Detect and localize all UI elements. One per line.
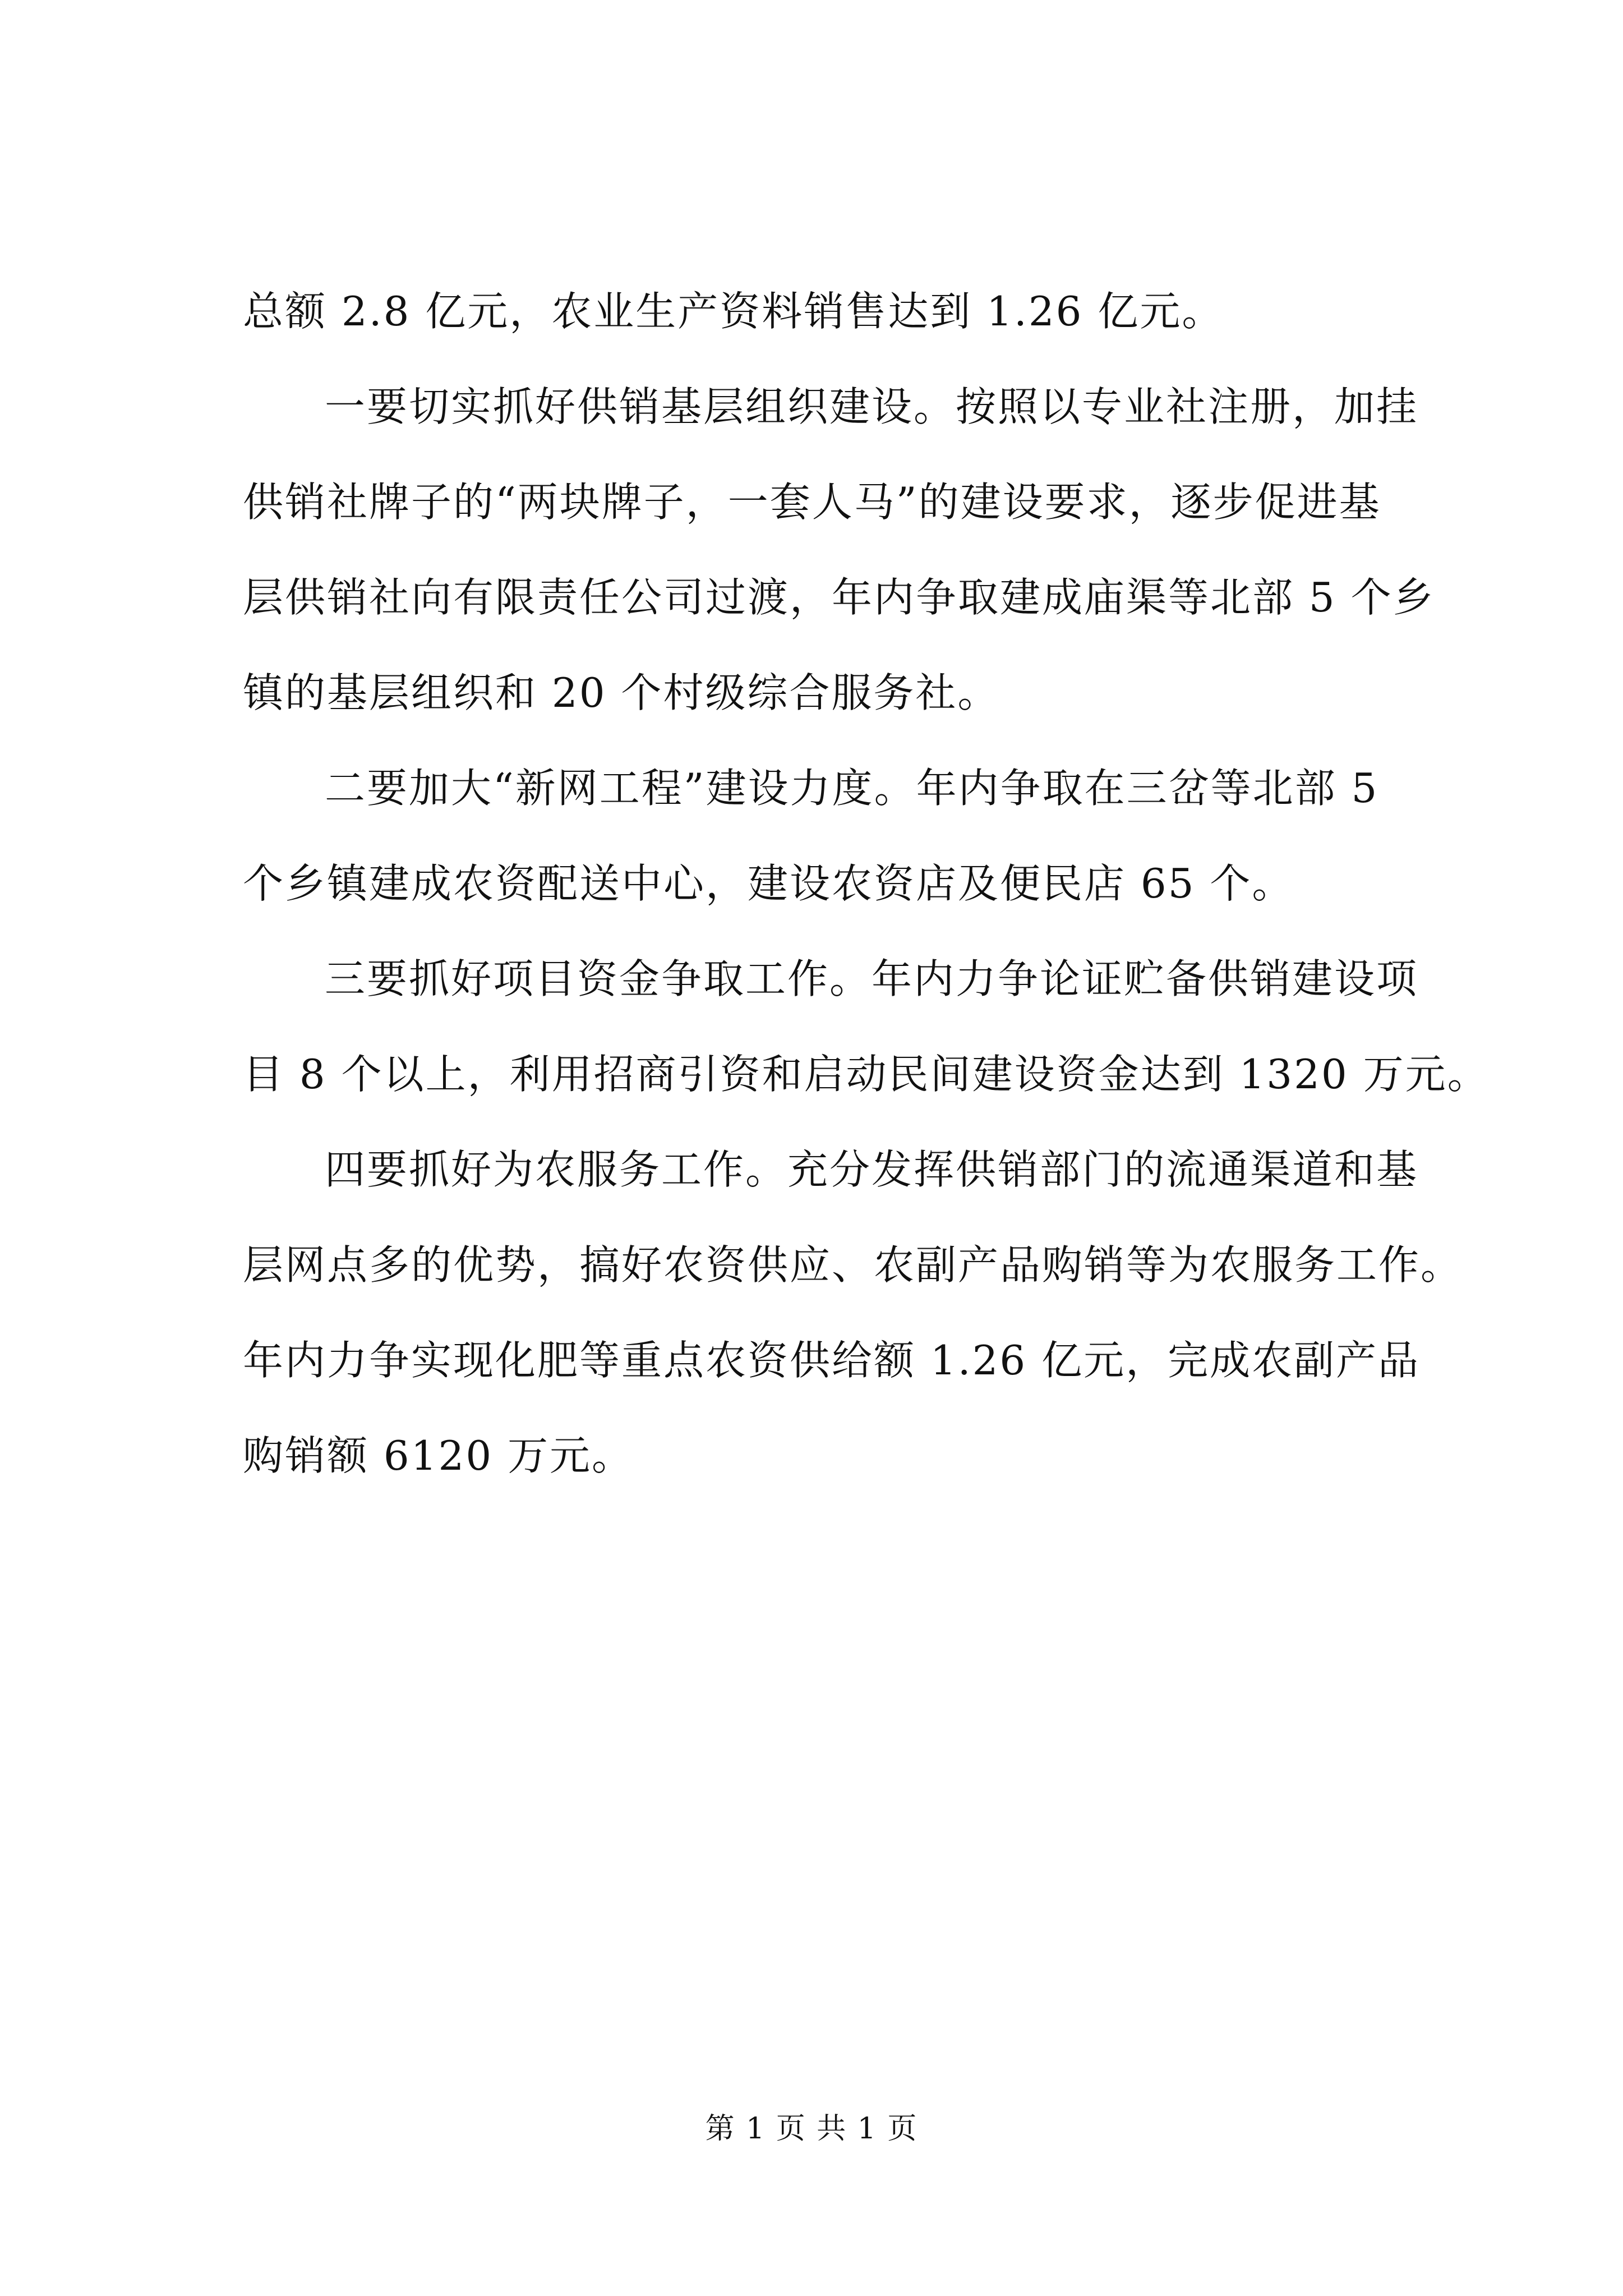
page-footer: 第 1 页 共 1 页 <box>705 2112 918 2146</box>
paragraph-line: 三要抓好项目资金争取工作。年内力争论证贮备供销建设项 <box>325 955 1419 1002</box>
paragraph-line: 总额 2.8 亿元，农业生产资料销售达到 1.26 亿元。 <box>243 288 1224 335</box>
paragraph-line: 层网点多的优势，搞好农资供应、农副产品购销等为农服务工作。 <box>243 1241 1463 1289</box>
paragraph-line: 二要加大“新网工程”建设力度。年内争取在三岔等北部 5 <box>325 765 1379 812</box>
paragraph-line: 个乡镇建成农资配送中心，建设农资店及便民店 65 个。 <box>243 860 1294 907</box>
paragraph-line: 四要抓好为农服务工作。充分发挥供销部门的流通渠道和基 <box>325 1146 1419 1193</box>
paragraph-line: 年内力争实现化肥等重点农资供给额 1.26 亿元，完成农副产品 <box>243 1337 1421 1384</box>
document-body <box>243 264 1490 1503</box>
paragraph-line: 购销额 6120 万元。 <box>243 1432 634 1479</box>
paragraph-line: 镇的基层组织和 20 个村级综合服务社。 <box>243 669 1000 716</box>
paragraph-line: 目 8 个以上，利用招商引资和启动民间建设资金达到 1320 万元。 <box>243 1051 1490 1098</box>
paragraph-line: 层供销社向有限责任公司过渡，年内争取建成庙渠等北部 5 个乡 <box>243 574 1435 621</box>
paragraph-line: 供销社牌子的“两块牌子，一套人马”的建设要求，逐步促进基 <box>243 478 1381 526</box>
paragraph-line: 一要切实抓好供销基层组织建设。按照以专业社注册，加挂 <box>325 383 1419 430</box>
